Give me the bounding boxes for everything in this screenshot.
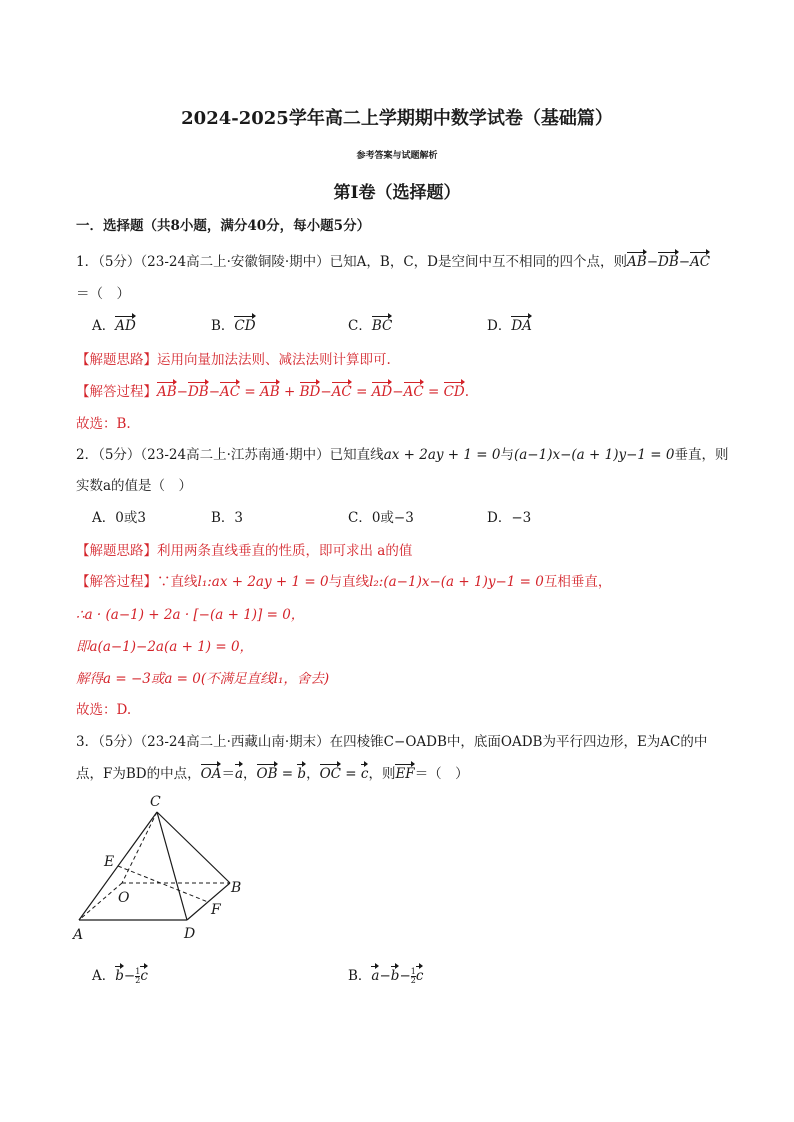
q2-option-d[interactable]: D．−3 [487, 510, 532, 526]
q2-option-b[interactable]: B．3 [211, 510, 244, 526]
edge-cb [157, 812, 230, 883]
q2-line1-eq: ax + 2ay + 1 = 0 [383, 447, 501, 463]
q2-step2: 即a(a−1)−2a(a + 1) = 0， [76, 639, 254, 655]
q1-option-d[interactable]: D．DA [487, 314, 532, 334]
q1-stem-text: 1．（5分）（23-24高二上·安徽铜陵·期中）已知A，B，C，D是空间中互不相同的四个点，则 [76, 254, 628, 270]
q2-option-c[interactable]: C．0或−3 [348, 510, 414, 526]
vec-db: DB [658, 251, 679, 270]
q1-option-c[interactable]: C．BC [348, 314, 392, 334]
label-d: D [184, 926, 196, 942]
q2-line2-eq: (a−1)x−(a + 1)y−1 = 0 [513, 447, 675, 463]
part-heading: 第I卷（选择题） [333, 183, 461, 203]
q1-option-b[interactable]: B．CD [211, 314, 256, 334]
edge-db [187, 883, 230, 920]
q1-stem-line1: 1．（5分）（23-24高二上·安徽铜陵·期中）已知A，B，C，D是空间中互不相同的四个点，则AB−DB−AC [76, 250, 710, 270]
label-a: A [73, 927, 84, 943]
vec-ac: AC [690, 251, 710, 270]
q2-solution-process: 【解答过程】∵直线l₁:ax + 2ay + 1 = 0与直线l₂:(a−1)x−(a + 1)y−1 = 0互相垂直， [76, 574, 612, 590]
q3-option-a[interactable]: A．b− $\frac{1}{2}$ c [92, 967, 148, 985]
edge-oa [79, 883, 122, 920]
page-title: 2024-2025学年高二上学期期中数学试卷（基础篇） [181, 108, 613, 129]
label-o: O [118, 890, 130, 906]
label-e: E [104, 854, 115, 870]
section-heading: 一．选择题（共8小题，满分40分，每小题5分） [76, 218, 371, 234]
edge-cd [157, 812, 187, 920]
q1-option-a[interactable]: A．AD [92, 314, 136, 334]
label-f: F [211, 902, 221, 918]
q2-answer: 故选：D. [76, 702, 132, 718]
q3-stem-line2: 点，F为BD的中点，OA＝a，OB = b，OC = c，则EF＝（ ） [76, 762, 469, 782]
q2-step3: 解得a = −3或a = 0(不满足直线l₁，舍去) [76, 671, 330, 687]
q2-stem-line2: 实数a的值是（ ） [76, 478, 193, 494]
page-subtitle: 参考答案与试题解析 [356, 151, 438, 161]
q2-stem-line1: 2．（5分）（23-24高二上·江苏南通·期中）已知直线ax + 2ay + 1 = 0与(a−1)x−(a + 1)y−1 = 0垂直，则 [76, 447, 729, 463]
q1-answer: 故选：B. [76, 416, 131, 432]
edge-co [122, 812, 157, 883]
q2-step1: ∴a · (a−1) + 2a · [−(a + 1)] = 0， [76, 607, 305, 623]
segment-ef [118, 866, 208, 902]
q1-stem-line2: ＝（ ） [76, 286, 130, 302]
q3-option-b[interactable]: B．a−b− $\frac{1}{2}$ c [348, 967, 424, 985]
q3-stem-line1: 3．（5分）（23-24高二上·西藏山南·期末）在四棱锥C−OADB中，底面OADB为平行四边形，E为AC的中 [76, 734, 708, 750]
q2-solution-idea: 【解题思路】利用两条直线垂直的性质，即可求出 a的值 [76, 543, 413, 559]
q1-solution-idea: 【解题思路】运用向量加法法则、减法法则计算即可. [76, 352, 391, 368]
vec-ab: AB [627, 251, 647, 270]
label-b: B [231, 880, 242, 896]
pyramid-figure [70, 786, 260, 946]
label-c: C [150, 794, 161, 810]
q1-solution-process: 【解答过程】AB−DB−AC = AB + BD−AC = AD−AC = CD. [76, 380, 469, 400]
q2-option-a[interactable]: A．0或3 [92, 510, 146, 526]
